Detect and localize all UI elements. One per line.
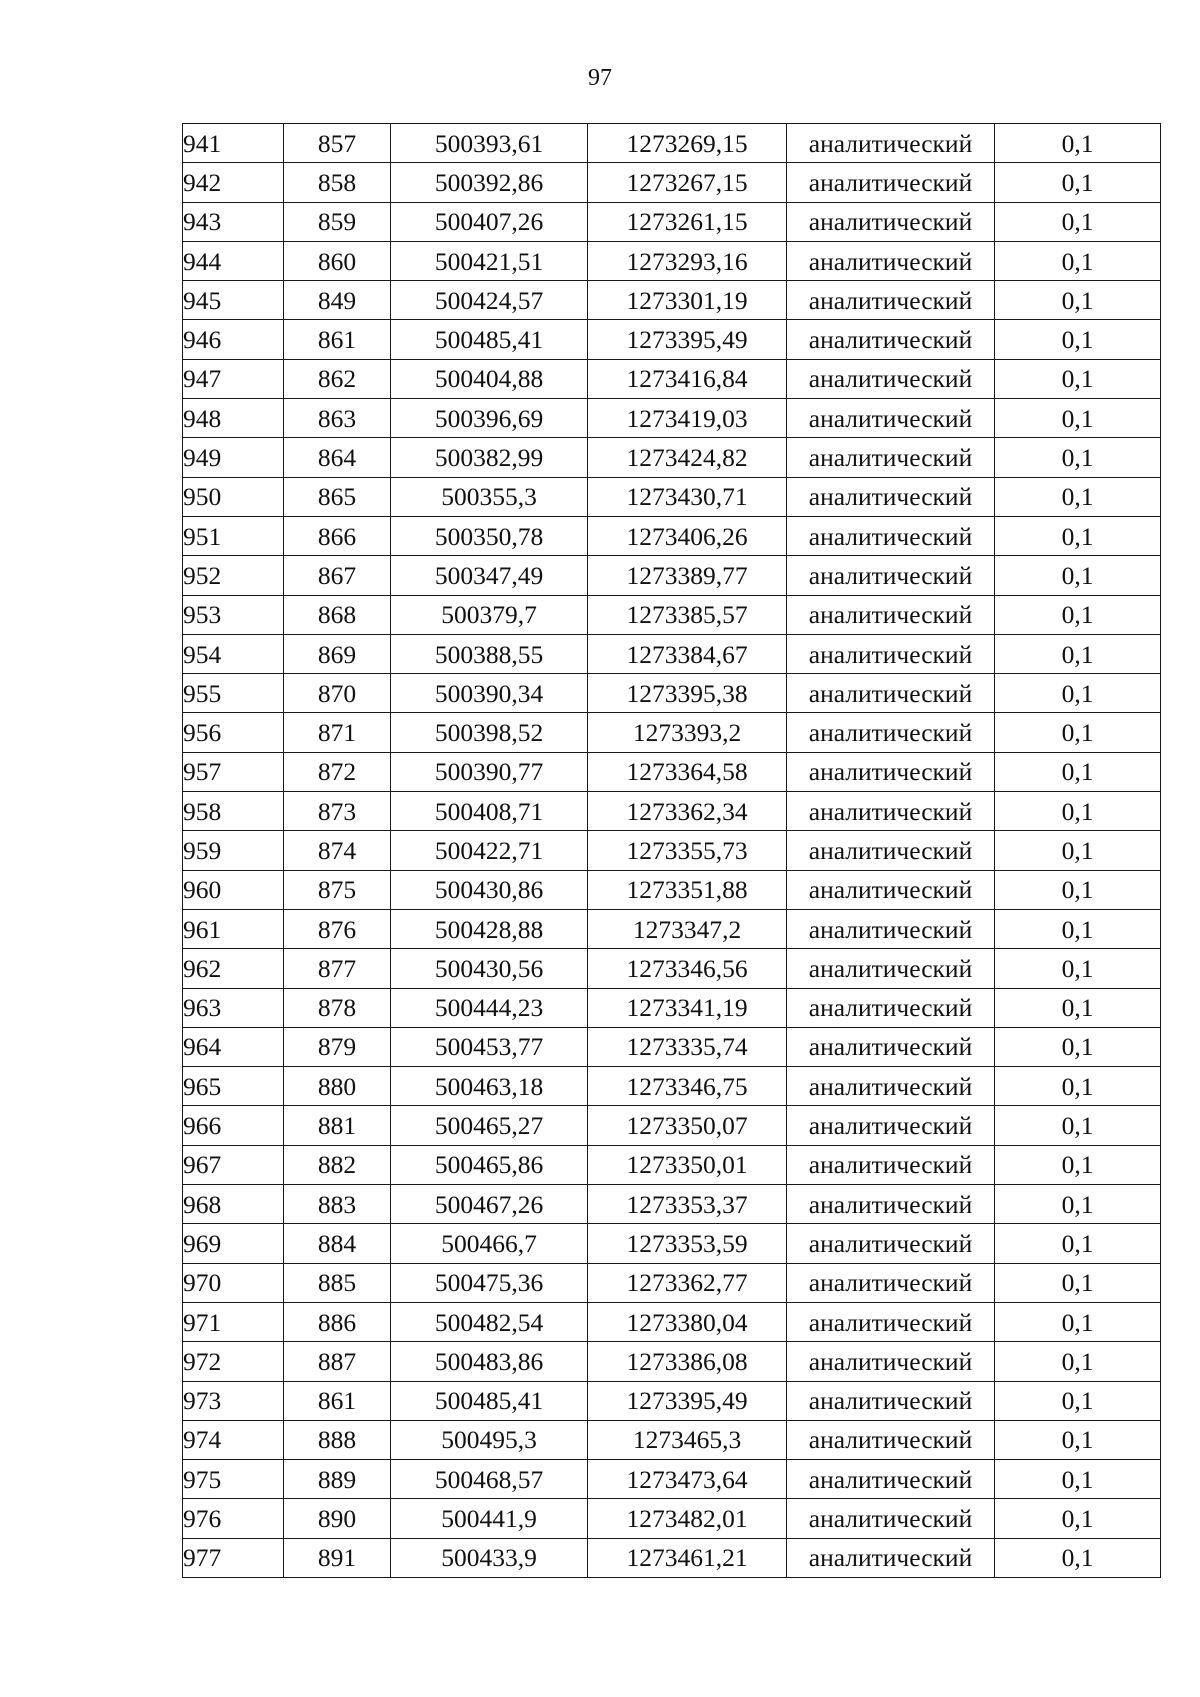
row-number-cell: 967: [183, 1145, 284, 1184]
table-row: [183, 909, 1161, 948]
y-coordinate-cell: 1273465,3: [588, 1420, 787, 1459]
y-coordinate-cell: 1273353,59: [588, 1224, 787, 1263]
table-row: [183, 202, 1161, 241]
y-coordinate-cell: 1273346,56: [588, 949, 787, 988]
accuracy-cell: 0,1: [995, 556, 1161, 595]
table-row: [183, 124, 1161, 163]
row-number-cell: 969: [183, 1224, 284, 1263]
accuracy-cell: 0,1: [995, 1067, 1161, 1106]
row-number-cell: 976: [183, 1499, 284, 1538]
y-coordinate-cell: 1273350,07: [588, 1106, 787, 1145]
method-cell: аналитический: [787, 713, 995, 752]
row-number-cell: 960: [183, 870, 284, 909]
table-row: [183, 595, 1161, 634]
method-cell: аналитический: [787, 241, 995, 280]
method-cell: аналитический: [787, 399, 995, 438]
method-cell: аналитический: [787, 1342, 995, 1381]
page-number: 97: [588, 65, 612, 91]
y-coordinate-cell: 1273385,57: [588, 595, 787, 634]
table-row: [183, 1499, 1161, 1538]
row-number-cell: 962: [183, 949, 284, 988]
accuracy-cell: 0,1: [995, 752, 1161, 791]
y-coordinate-cell: 1273347,2: [588, 909, 787, 948]
accuracy-cell: 0,1: [995, 1538, 1161, 1577]
x-coordinate-cell: 500463,18: [391, 1067, 588, 1106]
point-number-cell: 875: [284, 870, 391, 909]
point-number-cell: 863: [284, 399, 391, 438]
y-coordinate-cell: 1273301,19: [588, 281, 787, 320]
point-number-cell: 871: [284, 713, 391, 752]
x-coordinate-cell: 500390,34: [391, 674, 588, 713]
y-coordinate-cell: 1273389,77: [588, 556, 787, 595]
method-cell: аналитический: [787, 1263, 995, 1302]
x-coordinate-cell: 500465,86: [391, 1145, 588, 1184]
method-cell: аналитический: [787, 556, 995, 595]
point-number-cell: 860: [284, 241, 391, 280]
method-cell: аналитический: [787, 1145, 995, 1184]
table-row: [183, 1460, 1161, 1499]
accuracy-cell: 0,1: [995, 124, 1161, 163]
row-number-cell: 953: [183, 595, 284, 634]
table-row: [183, 281, 1161, 320]
table-row: [183, 792, 1161, 831]
point-number-cell: 868: [284, 595, 391, 634]
y-coordinate-cell: 1273335,74: [588, 1027, 787, 1066]
x-coordinate-cell: 500388,55: [391, 634, 588, 673]
method-cell: аналитический: [787, 1538, 995, 1577]
x-coordinate-cell: 500404,88: [391, 359, 588, 398]
row-number-cell: 944: [183, 241, 284, 280]
x-coordinate-cell: 500475,36: [391, 1263, 588, 1302]
method-cell: аналитический: [787, 281, 995, 320]
row-number-cell: 966: [183, 1106, 284, 1145]
row-number-cell: 956: [183, 713, 284, 752]
method-cell: аналитический: [787, 988, 995, 1027]
y-coordinate-cell: 1273380,04: [588, 1302, 787, 1341]
point-number-cell: 867: [284, 556, 391, 595]
accuracy-cell: 0,1: [995, 1263, 1161, 1302]
method-cell: аналитический: [787, 1499, 995, 1538]
accuracy-cell: 0,1: [995, 1027, 1161, 1066]
row-number-cell: 977: [183, 1538, 284, 1577]
table-row: [183, 870, 1161, 909]
x-coordinate-cell: 500485,41: [391, 1381, 588, 1420]
method-cell: аналитический: [787, 674, 995, 713]
method-cell: аналитический: [787, 1106, 995, 1145]
y-coordinate-cell: 1273395,49: [588, 320, 787, 359]
row-number-cell: 963: [183, 988, 284, 1027]
point-number-cell: 885: [284, 1263, 391, 1302]
y-coordinate-cell: 1273362,77: [588, 1263, 787, 1302]
row-number-cell: 952: [183, 556, 284, 595]
table-row: [183, 752, 1161, 791]
method-cell: аналитический: [787, 792, 995, 831]
row-number-cell: 943: [183, 202, 284, 241]
method-cell: аналитический: [787, 1185, 995, 1224]
y-coordinate-cell: 1273350,01: [588, 1145, 787, 1184]
table-row: [183, 1224, 1161, 1263]
row-number-cell: 942: [183, 163, 284, 202]
point-number-cell: 890: [284, 1499, 391, 1538]
accuracy-cell: 0,1: [995, 1381, 1161, 1420]
method-cell: аналитический: [787, 909, 995, 948]
x-coordinate-cell: 500424,57: [391, 281, 588, 320]
row-number-cell: 973: [183, 1381, 284, 1420]
point-number-cell: 876: [284, 909, 391, 948]
x-coordinate-cell: 500393,61: [391, 124, 588, 163]
accuracy-cell: 0,1: [995, 1106, 1161, 1145]
y-coordinate-cell: 1273267,15: [588, 163, 787, 202]
table-row: [183, 1145, 1161, 1184]
x-coordinate-cell: 500421,51: [391, 241, 588, 280]
accuracy-cell: 0,1: [995, 438, 1161, 477]
accuracy-cell: 0,1: [995, 595, 1161, 634]
table-row: [183, 1538, 1161, 1577]
row-number-cell: 965: [183, 1067, 284, 1106]
y-coordinate-cell: 1273395,38: [588, 674, 787, 713]
y-coordinate-cell: 1273353,37: [588, 1185, 787, 1224]
table-row: [183, 634, 1161, 673]
x-coordinate-cell: 500347,49: [391, 556, 588, 595]
method-cell: аналитический: [787, 359, 995, 398]
point-number-cell: 849: [284, 281, 391, 320]
y-coordinate-cell: 1273269,15: [588, 124, 787, 163]
table-row: [183, 674, 1161, 713]
point-number-cell: 870: [284, 674, 391, 713]
method-cell: аналитический: [787, 202, 995, 241]
row-number-cell: 961: [183, 909, 284, 948]
y-coordinate-cell: 1273384,67: [588, 634, 787, 673]
y-coordinate-cell: 1273341,19: [588, 988, 787, 1027]
point-number-cell: 872: [284, 752, 391, 791]
table-row: [183, 713, 1161, 752]
x-coordinate-cell: 500453,77: [391, 1027, 588, 1066]
method-cell: аналитический: [787, 1067, 995, 1106]
table-row: [183, 438, 1161, 477]
table-row: [183, 1067, 1161, 1106]
accuracy-cell: 0,1: [995, 1224, 1161, 1263]
x-coordinate-cell: 500485,41: [391, 320, 588, 359]
accuracy-cell: 0,1: [995, 477, 1161, 516]
x-coordinate-cell: 500444,23: [391, 988, 588, 1027]
method-cell: аналитический: [787, 477, 995, 516]
point-number-cell: 862: [284, 359, 391, 398]
y-coordinate-cell: 1273362,34: [588, 792, 787, 831]
accuracy-cell: 0,1: [995, 359, 1161, 398]
accuracy-cell: 0,1: [995, 1460, 1161, 1499]
method-cell: аналитический: [787, 516, 995, 555]
x-coordinate-cell: 500466,7: [391, 1224, 588, 1263]
method-cell: аналитический: [787, 949, 995, 988]
x-coordinate-cell: 500382,99: [391, 438, 588, 477]
point-number-cell: 891: [284, 1538, 391, 1577]
accuracy-cell: 0,1: [995, 1185, 1161, 1224]
y-coordinate-cell: 1273461,21: [588, 1538, 787, 1577]
accuracy-cell: 0,1: [995, 202, 1161, 241]
x-coordinate-cell: 500396,69: [391, 399, 588, 438]
y-coordinate-cell: 1273261,15: [588, 202, 787, 241]
y-coordinate-cell: 1273293,16: [588, 241, 787, 280]
table-row: [183, 241, 1161, 280]
method-cell: аналитический: [787, 1381, 995, 1420]
point-number-cell: 882: [284, 1145, 391, 1184]
point-number-cell: 869: [284, 634, 391, 673]
row-number-cell: 941: [183, 124, 284, 163]
method-cell: аналитический: [787, 438, 995, 477]
x-coordinate-cell: 500495,3: [391, 1420, 588, 1459]
row-number-cell: 947: [183, 359, 284, 398]
table-row: [183, 359, 1161, 398]
accuracy-cell: 0,1: [995, 870, 1161, 909]
accuracy-cell: 0,1: [995, 988, 1161, 1027]
x-coordinate-cell: 500441,9: [391, 1499, 588, 1538]
row-number-cell: 949: [183, 438, 284, 477]
row-number-cell: 955: [183, 674, 284, 713]
method-cell: аналитический: [787, 1027, 995, 1066]
point-number-cell: 880: [284, 1067, 391, 1106]
row-number-cell: 946: [183, 320, 284, 359]
point-number-cell: 887: [284, 1342, 391, 1381]
row-number-cell: 958: [183, 792, 284, 831]
accuracy-cell: 0,1: [995, 1302, 1161, 1341]
row-number-cell: 951: [183, 516, 284, 555]
x-coordinate-cell: 500467,26: [391, 1185, 588, 1224]
row-number-cell: 950: [183, 477, 284, 516]
row-number-cell: 975: [183, 1460, 284, 1499]
method-cell: аналитический: [787, 320, 995, 359]
row-number-cell: 957: [183, 752, 284, 791]
accuracy-cell: 0,1: [995, 831, 1161, 870]
point-number-cell: 878: [284, 988, 391, 1027]
method-cell: аналитический: [787, 595, 995, 634]
accuracy-cell: 0,1: [995, 792, 1161, 831]
point-number-cell: 858: [284, 163, 391, 202]
x-coordinate-cell: 500408,71: [391, 792, 588, 831]
x-coordinate-cell: 500465,27: [391, 1106, 588, 1145]
point-number-cell: 874: [284, 831, 391, 870]
point-number-cell: 888: [284, 1420, 391, 1459]
x-coordinate-cell: 500398,52: [391, 713, 588, 752]
accuracy-cell: 0,1: [995, 674, 1161, 713]
x-coordinate-cell: 500422,71: [391, 831, 588, 870]
row-number-cell: 959: [183, 831, 284, 870]
table-row: [183, 320, 1161, 359]
accuracy-cell: 0,1: [995, 163, 1161, 202]
row-number-cell: 948: [183, 399, 284, 438]
accuracy-cell: 0,1: [995, 1342, 1161, 1381]
accuracy-cell: 0,1: [995, 516, 1161, 555]
accuracy-cell: 0,1: [995, 634, 1161, 673]
table-row: [183, 477, 1161, 516]
x-coordinate-cell: 500428,88: [391, 909, 588, 948]
accuracy-cell: 0,1: [995, 241, 1161, 280]
row-number-cell: 974: [183, 1420, 284, 1459]
method-cell: аналитический: [787, 1224, 995, 1263]
row-number-cell: 945: [183, 281, 284, 320]
point-number-cell: 864: [284, 438, 391, 477]
method-cell: аналитический: [787, 1460, 995, 1499]
point-number-cell: 859: [284, 202, 391, 241]
accuracy-cell: 0,1: [995, 909, 1161, 948]
method-cell: аналитический: [787, 1302, 995, 1341]
table-row: [183, 1342, 1161, 1381]
y-coordinate-cell: 1273393,2: [588, 713, 787, 752]
y-coordinate-cell: 1273416,84: [588, 359, 787, 398]
point-number-cell: 889: [284, 1460, 391, 1499]
point-number-cell: 879: [284, 1027, 391, 1066]
y-coordinate-cell: 1273364,58: [588, 752, 787, 791]
point-number-cell: 877: [284, 949, 391, 988]
y-coordinate-cell: 1273395,49: [588, 1381, 787, 1420]
accuracy-cell: 0,1: [995, 713, 1161, 752]
x-coordinate-cell: 500433,9: [391, 1538, 588, 1577]
row-number-cell: 971: [183, 1302, 284, 1341]
table-row: [183, 1185, 1161, 1224]
table-row: [183, 1263, 1161, 1302]
x-coordinate-cell: 500379,7: [391, 595, 588, 634]
table-row: [183, 1106, 1161, 1145]
table-body: [183, 124, 1161, 1578]
point-number-cell: 857: [284, 124, 391, 163]
accuracy-cell: 0,1: [995, 1420, 1161, 1459]
table-row: [183, 556, 1161, 595]
point-number-cell: 861: [284, 1381, 391, 1420]
accuracy-cell: 0,1: [995, 320, 1161, 359]
point-number-cell: 861: [284, 320, 391, 359]
method-cell: аналитический: [787, 634, 995, 673]
accuracy-cell: 0,1: [995, 399, 1161, 438]
table-row: [183, 1420, 1161, 1459]
row-number-cell: 954: [183, 634, 284, 673]
x-coordinate-cell: 500350,78: [391, 516, 588, 555]
x-coordinate-cell: 500355,3: [391, 477, 588, 516]
y-coordinate-cell: 1273473,64: [588, 1460, 787, 1499]
method-cell: аналитический: [787, 831, 995, 870]
method-cell: аналитический: [787, 752, 995, 791]
accuracy-cell: 0,1: [995, 949, 1161, 988]
coordinates-table: [182, 123, 1161, 1578]
y-coordinate-cell: 1273346,75: [588, 1067, 787, 1106]
row-number-cell: 968: [183, 1185, 284, 1224]
point-number-cell: 883: [284, 1185, 391, 1224]
y-coordinate-cell: 1273386,08: [588, 1342, 787, 1381]
y-coordinate-cell: 1273355,73: [588, 831, 787, 870]
y-coordinate-cell: 1273424,82: [588, 438, 787, 477]
method-cell: аналитический: [787, 1420, 995, 1459]
y-coordinate-cell: 1273419,03: [588, 399, 787, 438]
x-coordinate-cell: 500430,56: [391, 949, 588, 988]
row-number-cell: 972: [183, 1342, 284, 1381]
y-coordinate-cell: 1273406,26: [588, 516, 787, 555]
method-cell: аналитический: [787, 163, 995, 202]
y-coordinate-cell: 1273430,71: [588, 477, 787, 516]
row-number-cell: 970: [183, 1263, 284, 1302]
x-coordinate-cell: 500483,86: [391, 1342, 588, 1381]
x-coordinate-cell: 500468,57: [391, 1460, 588, 1499]
method-cell: аналитический: [787, 124, 995, 163]
table-row: [183, 1027, 1161, 1066]
accuracy-cell: 0,1: [995, 1499, 1161, 1538]
point-number-cell: 886: [284, 1302, 391, 1341]
table-row: [183, 1381, 1161, 1420]
table-row: [183, 163, 1161, 202]
point-number-cell: 866: [284, 516, 391, 555]
y-coordinate-cell: 1273482,01: [588, 1499, 787, 1538]
accuracy-cell: 0,1: [995, 1145, 1161, 1184]
x-coordinate-cell: 500482,54: [391, 1302, 588, 1341]
table-row: [183, 1302, 1161, 1341]
y-coordinate-cell: 1273351,88: [588, 870, 787, 909]
x-coordinate-cell: 500430,86: [391, 870, 588, 909]
table-row: [183, 831, 1161, 870]
x-coordinate-cell: 500407,26: [391, 202, 588, 241]
point-number-cell: 873: [284, 792, 391, 831]
table-row: [183, 988, 1161, 1027]
table-row: [183, 949, 1161, 988]
row-number-cell: 964: [183, 1027, 284, 1066]
x-coordinate-cell: 500392,86: [391, 163, 588, 202]
accuracy-cell: 0,1: [995, 281, 1161, 320]
point-number-cell: 881: [284, 1106, 391, 1145]
point-number-cell: 865: [284, 477, 391, 516]
table-row: [183, 516, 1161, 555]
table-row: [183, 399, 1161, 438]
x-coordinate-cell: 500390,77: [391, 752, 588, 791]
point-number-cell: 884: [284, 1224, 391, 1263]
method-cell: аналитический: [787, 870, 995, 909]
